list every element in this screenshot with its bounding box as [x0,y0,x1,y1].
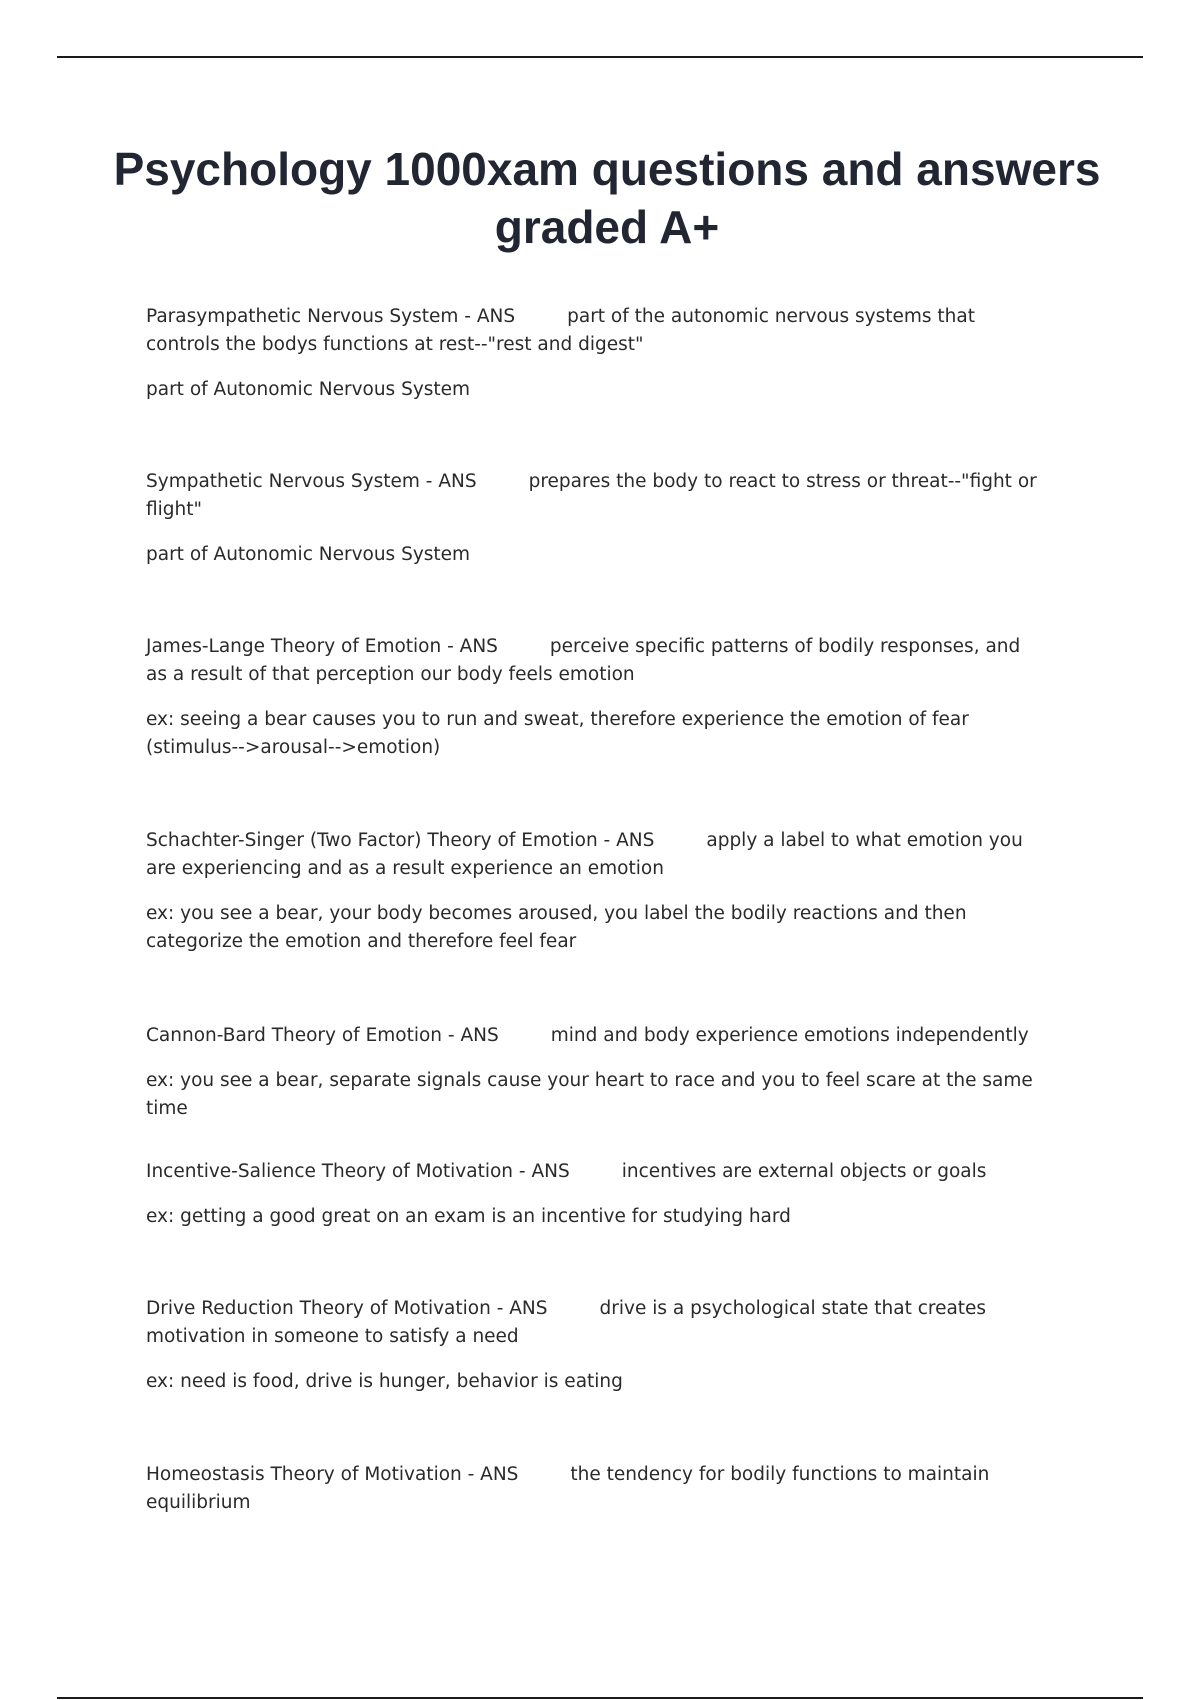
entry-main [146,1022,1046,1050]
header-rule [57,56,1143,58]
entry-definition: incentives are external objects or goals [621,1161,987,1182]
entry-term: Cannon-Bard Theory of Emotion - ANS [146,1025,499,1046]
entry-definition: drive is a psychological state that creates motivation in someone to satisfy a need [146,1298,987,1347]
entry-definition: mind and body experience emotions independently [550,1025,1029,1046]
entry-note: ex: you see a bear, your body becomes aroused, you label the bodily reactions and then categorize the emotion and therefore feel fear [146,903,967,952]
entry-james-lange [146,633,1046,762]
entry-term: Incentive-Salience Theory of Motivation - ANS [146,1161,570,1182]
entry-definition: part of the autonomic nervous systems that controls the bodys functions at rest--"rest and digest" [146,306,975,355]
entry-term: James-Lange Theory of Emotion - ANS [146,636,498,657]
entry-term: Sympathetic Nervous System - ANS [146,471,477,492]
entry-schachter-singer [146,827,1046,956]
entry-term: Schachter-Singer (Two Factor) Theory of Emotion - ANS [146,830,655,851]
entry-note: ex: need is food, drive is hunger, behavior is eating [146,1371,623,1392]
footer-rule [57,1697,1143,1699]
entry-note: part of Autonomic Nervous System [146,379,471,400]
entry-incentive-salience [146,1158,1046,1231]
entry-main [146,633,1046,689]
entry-sympathetic [146,468,1046,569]
entry-parasympathetic [146,303,1046,404]
entry-note: part of Autonomic Nervous System [146,544,471,565]
entry-main [146,1158,1046,1186]
entry-cannon-bard [146,1022,1046,1123]
document-title: Psychology 1000xam questions and answers graded A+ [113,143,1101,253]
entry-note: ex: getting a good great on an exam is an incentive for studying hard [146,1206,791,1227]
entry-note: ex: you see a bear, separate signals cause your heart to race and you to feel scare at the same time [146,1070,1033,1119]
entry-definition: prepares the body to react to stress or threat--"fight or flight" [146,471,1037,520]
entry-term: Homeostasis Theory of Motivation - ANS [146,1464,519,1485]
entry-definition: the tendency for bodily functions to maintain equilibrium [146,1464,990,1513]
entry-main [146,468,1046,524]
entry-drive-reduction [146,1295,1046,1396]
entry-main [146,1295,1046,1351]
entry-term: Drive Reduction Theory of Motivation - ANS [146,1298,548,1319]
entry-main [146,1461,1046,1517]
entry-definition: perceive specific patterns of bodily responses, and as a result of that perception our body feels emotion [146,636,1021,685]
entry-term: Parasympathetic Nervous System - ANS [146,306,516,327]
entry-main [146,827,1046,883]
entry-definition: apply a label to what emotion you are experiencing and as a result experience an emotion [146,830,1023,879]
entry-homeostasis [146,1461,1046,1517]
entry-note: ex: seeing a bear causes you to run and sweat, therefore experience the emotion of fear (stimulus-->arousal-->emotion) [146,709,969,758]
entry-main [146,303,1046,359]
